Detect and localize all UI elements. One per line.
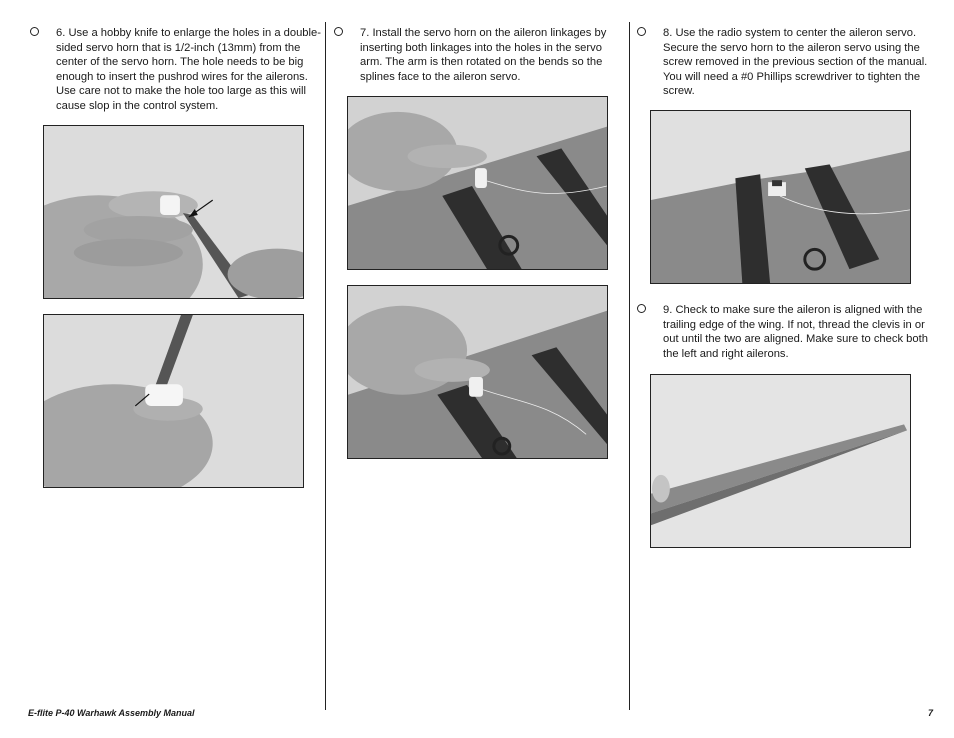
photo-step7-install-horn [347,96,608,270]
step-9 [637,303,929,361]
step-8-text: 8. Use the radio system to center the aileron servo. Secure the servo horn to the aileron servo using the screw removed in the previous section of the manual. You will need a #0 Phillips screwdriver to tighten the screw. [663,27,928,98]
column-divider-left [325,22,326,710]
photo-step9-aileron-alignment [650,374,911,548]
checkbox-circle-icon[interactable] [334,27,343,36]
column-divider-right [629,22,630,710]
checkbox-circle-icon[interactable] [637,27,646,36]
step-8 [637,26,929,99]
step-7-text: 7. Install the servo horn on the aileron linkages by inserting both linkages into the holes in the servo arm. The arm is then rotated on the bends so the splines face to the aileron servo. [360,27,607,83]
checkbox-circle-icon[interactable] [30,27,39,36]
step-6 [30,26,322,114]
photo-step6-knife [43,125,304,299]
step-9-text: 9. Check to make sure the aileron is aligned with the trailing edge of the wing. If not, thread the clevis in or out until the two are aligned. Make sure to check both the left and right ailerons. [663,304,928,360]
photo-step8-center-servo [650,110,911,284]
photo-step6-enlarge-hole [43,314,304,488]
step-6-text: 6. Use a hobby knife to enlarge the holes in a double-sided servo horn that is 1/2-inch (13mm) from the center of the servo horn. The hole needs to be big enough to insert the pushrod wires for the ailerons. Use care not to make the hole too large as this will cause slop in the control system. [56,27,321,112]
step-7 [334,26,618,84]
checkbox-circle-icon[interactable] [637,304,646,313]
page-number: 7 [928,708,934,718]
footer-manual-title: E-flite P-40 Warhawk Assembly Manual [28,708,195,718]
photo-step7-rotate-horn [347,285,608,459]
